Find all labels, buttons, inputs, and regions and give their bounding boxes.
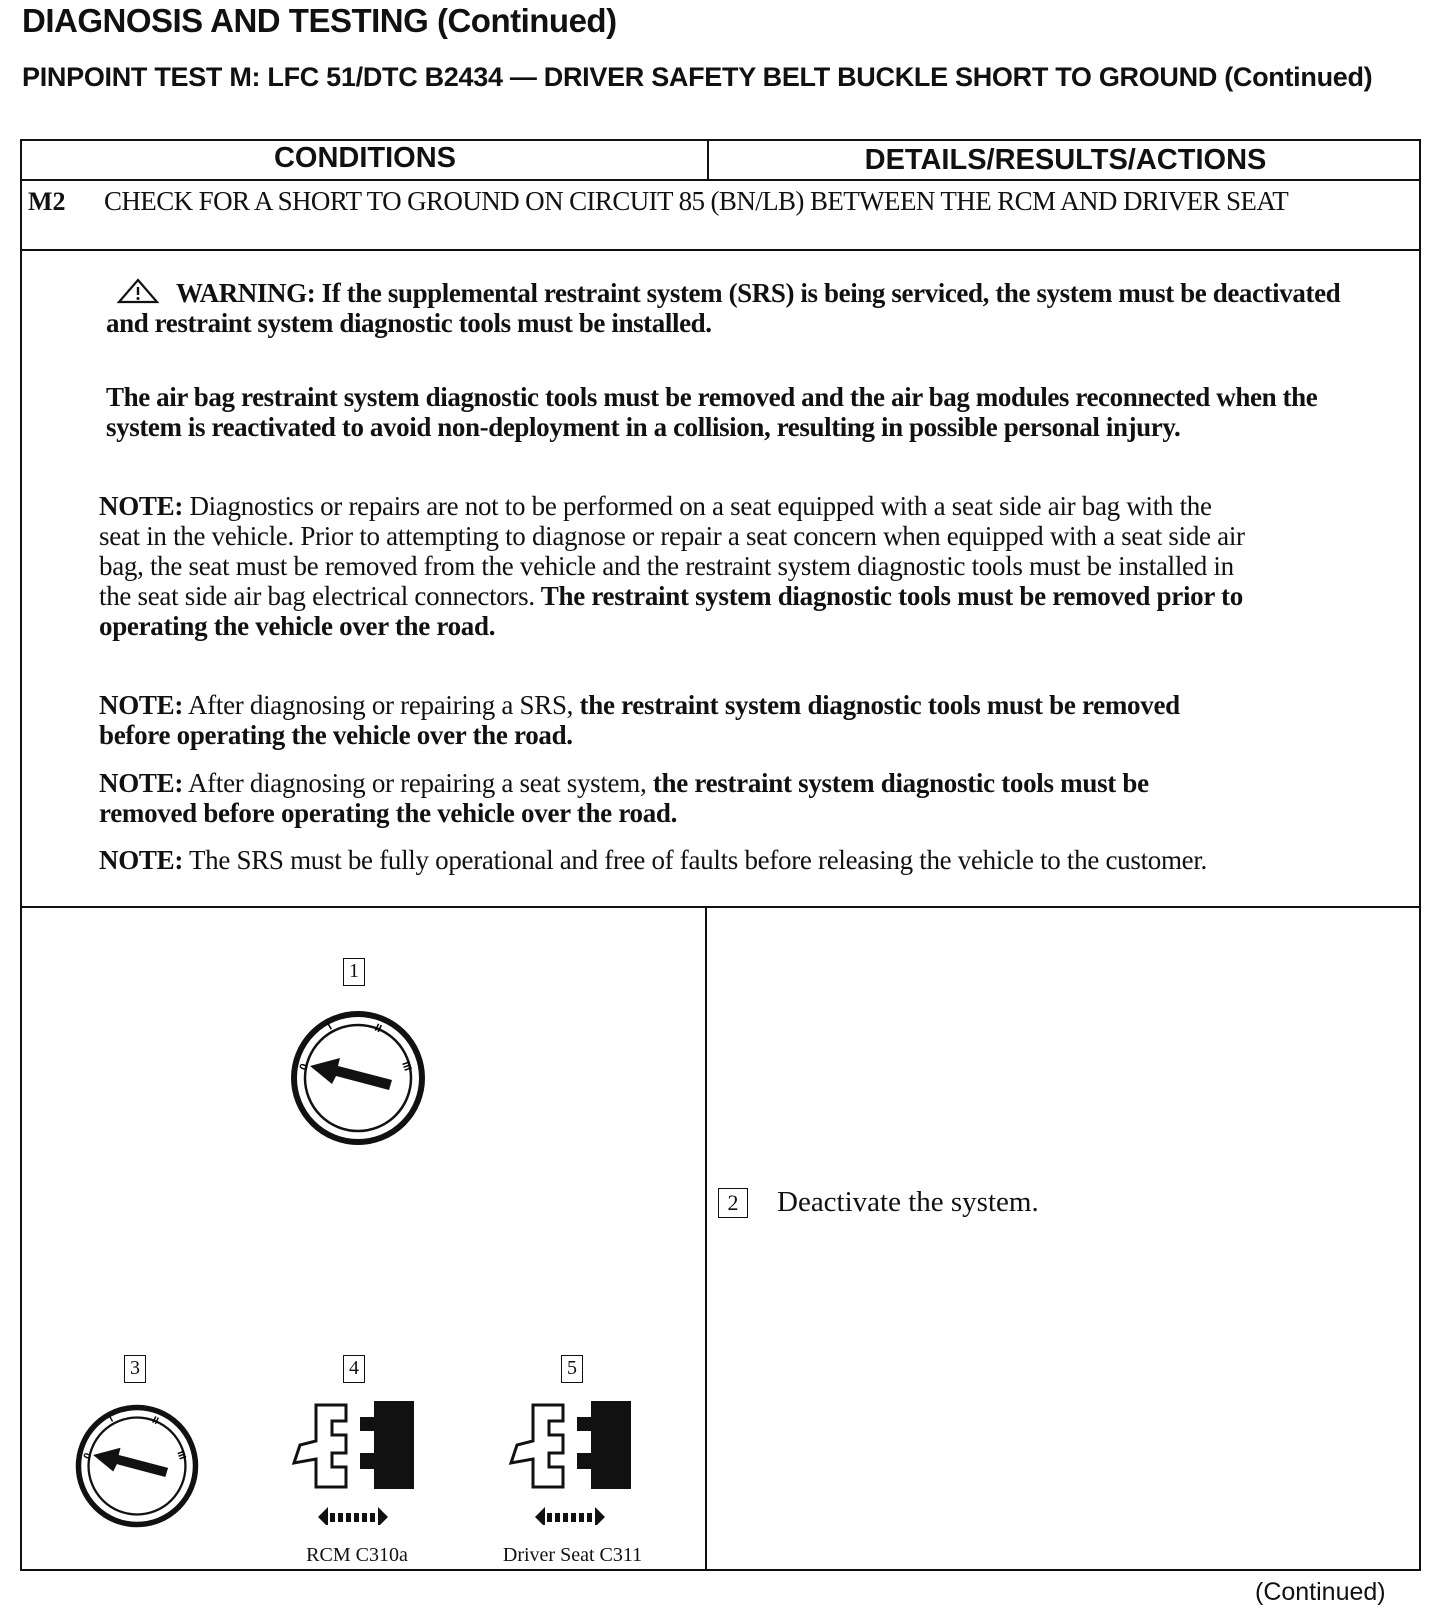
driver-seat-connector-icon [505,1395,635,1530]
switch-mark-2: II [150,1414,161,1428]
note-text: After diagnosing or repairing a seat system, [183,768,647,798]
step-title-divider [20,249,1421,251]
notes-divider [20,906,1421,908]
note-bold-text: the restraint system diagnostic tools must be removed before operating the vehicle over the road. [99,768,1149,828]
note-label: NOTE: [99,845,184,875]
switch-mark-1: I [107,1413,116,1425]
note-seat-side-airbag [99,491,1249,641]
warning-text: WARNING: If the supplemental restraint system (SRS) is being serviced, the system must be deactivated and restraint system diagnostic tools must be installed. [106,278,1341,338]
note-label: NOTE: [99,491,184,521]
ignition-switch-icon [73,1402,201,1535]
ignition-switch-icon [288,1008,428,1153]
switch-mark-0: 0 [81,1451,95,1461]
switch-mark-3: III [399,1059,414,1073]
continued-label: (Continued) [1255,1578,1386,1606]
switch-mark-1: I [325,1020,335,1033]
note-bold-text: the restraint system diagnostic tools must be removed before operating the vehicle over the road. [99,690,1180,750]
table-header-divider [20,179,1421,181]
column-header-conditions: CONDITIONS [273,142,457,174]
note-text: After diagnosing or repairing a SRS, [183,690,574,720]
note-label: NOTE: [99,768,184,798]
note-text: The SRS must be fully operational and free of faults before releasing the vehicle to the customer. [183,845,1208,875]
warning-triangle-icon [116,278,160,304]
switch-mark-3: III [174,1449,188,1462]
note-text: Diagnostics or repairs are not to be performed on a seat equipped with a seat side air bag with the seat in the vehicle. Prior to attempting to diagnose or repair a seat concern when equipped with a seat side air bag, the seat must be removed from the vehicle and the restraint system diagnostic tools must be installed in the seat side air bag electrical connectors. [99,491,1245,611]
column-header-details: DETAILS/RESULTS/ACTIONS [864,144,1267,176]
note-after-srs-repair [99,690,1249,750]
callout-4: 4 [343,1355,365,1383]
pinpoint-test-title: PINPOINT TEST M: LFC 51/DTC B2434 — DRIVER SAFETY BELT BUCKLE SHORT TO GROUND (Continued) [22,62,1373,92]
note-label: NOTE: [99,690,184,720]
step-title: CHECK FOR A SHORT TO GROUND ON CIRCUIT 85 (BN/LB) BETWEEN THE RCM AND DRIVER SEAT [104,186,1289,216]
note-bold-text: The restraint system diagnostic tools must be removed prior to operating the vehicle over the road. [99,581,1243,641]
step-id: M2 [28,187,66,216]
page-title: DIAGNOSIS AND TESTING (Continued) [22,2,617,39]
caption-rcm-connector: RCM C310a [306,1544,408,1566]
rcm-connector-icon [288,1395,418,1530]
callout-3: 3 [124,1355,146,1383]
warning-block [106,278,1356,338]
airbag-warning-text: The air bag restraint system diagnostic tools must be removed and the air bag modules reconnected when the system is reactivated to avoid non-deployment in a collision, resulting in possible personal injury. [106,382,1318,442]
caption-driver-seat-connector: Driver Seat C311 [502,1544,643,1566]
action-deactivate-text: Deactivate the system. [777,1186,1039,1218]
body-column-divider [705,906,707,1569]
note-after-seat-repair [99,768,1249,828]
switch-mark-0: 0 [297,1062,311,1073]
note-srs-operational [99,845,1249,875]
callout-5: 5 [561,1355,583,1383]
switch-mark-2: II [372,1021,384,1036]
callout-2: 2 [718,1188,748,1218]
callout-1: 1 [343,958,365,986]
